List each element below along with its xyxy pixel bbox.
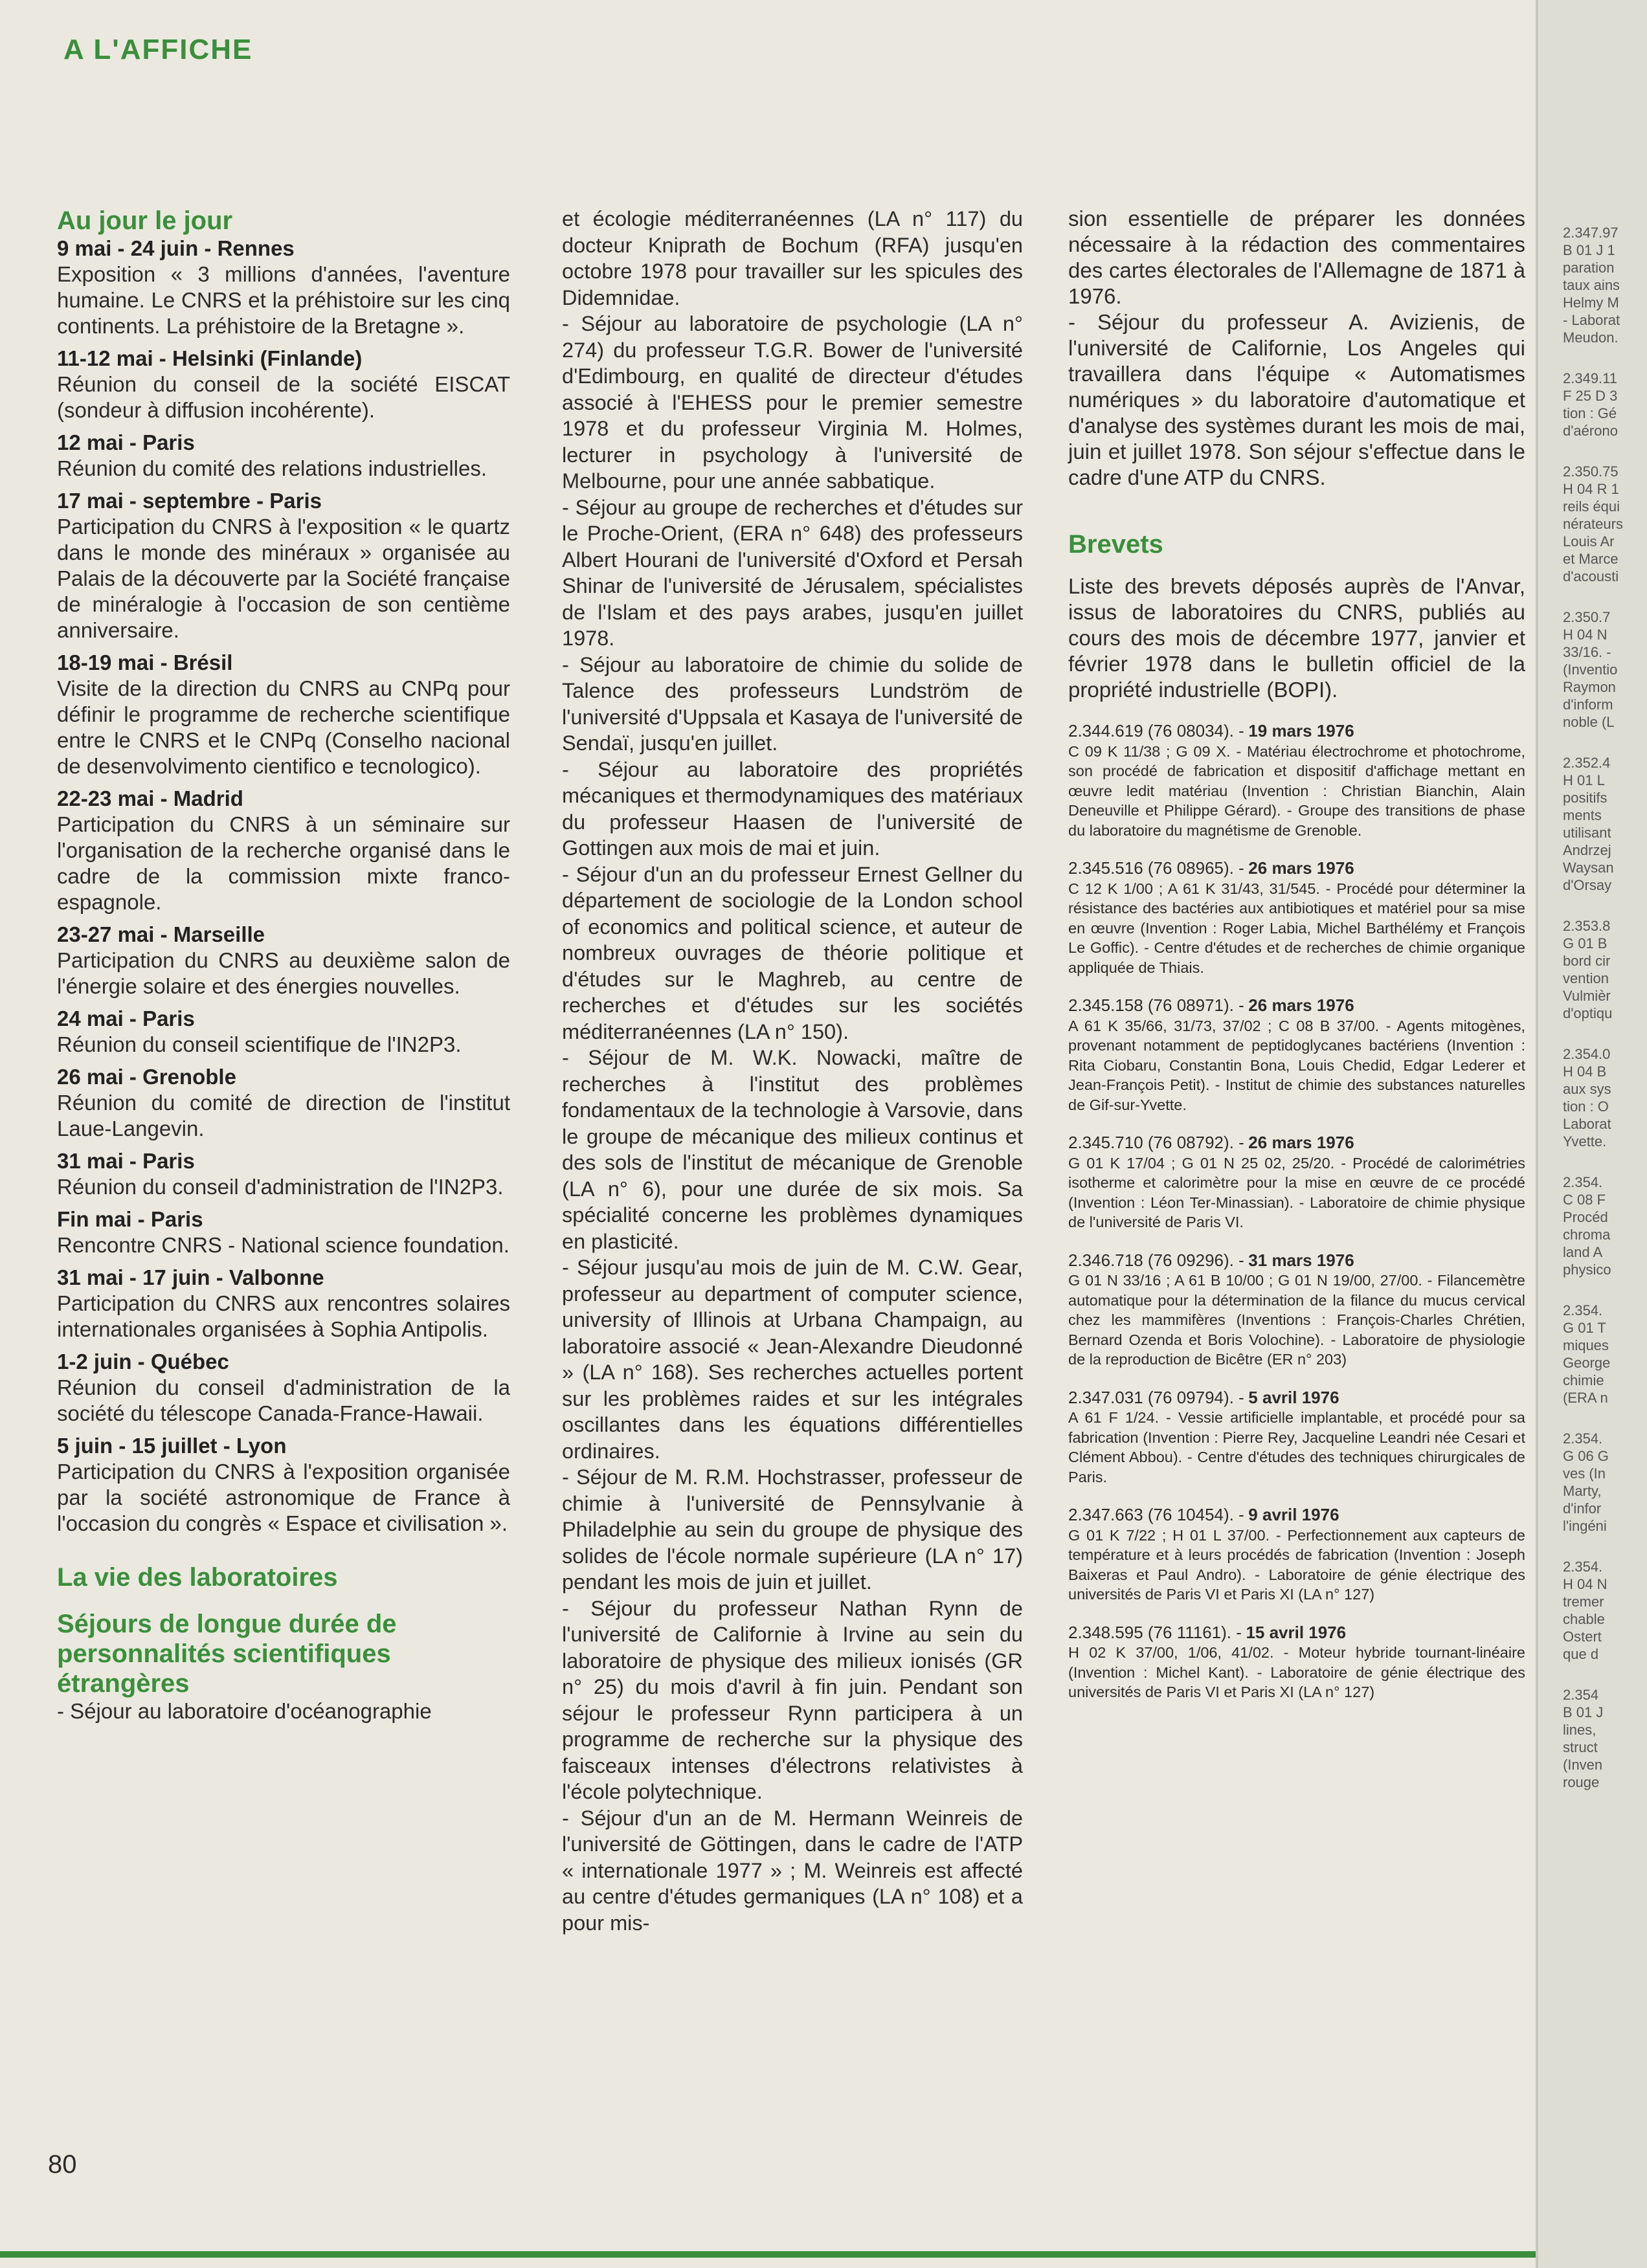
next-page-text-fragment: [1563, 731, 1646, 754]
next-page-text-fragment: tion : Gé: [1563, 405, 1617, 421]
next-page-text-fragment: [1563, 1150, 1646, 1173]
next-page-text-fragment: positifs: [1563, 790, 1608, 806]
next-page-text-fragment: B 01 J: [1563, 1704, 1604, 1720]
brevets-intro: Liste des brevets déposés auprès de l'Anvar, issus de laboratoires du CNRS, publiés au cours des mois de décembre 1977, janvier et février 1978 dans le bulletin officiel de la propriété industrielle (BOPI).: [1068, 574, 1525, 702]
next-page-text-fragment: tremer: [1563, 1594, 1604, 1610]
next-page-text-fragment: que d: [1563, 1646, 1599, 1662]
patent-number: 2.345.516 (76 08965). -: [1068, 858, 1244, 878]
next-page-text-fragment: [1563, 1406, 1646, 1430]
event-text: Réunion du conseil d'administration de la société du télescope Canada-France-Hawaii.: [57, 1375, 510, 1425]
patent-text: G 01 N 33/16 ; A 61 B 10/00 ; G 01 N 19/00, 27/00. - Filancemètre automatique pour la détermination de la filance du mucus cervical chez les mammifères (Inventions : François-Charles Chrétien, Bernard Ozenda et Boris Volochine). - Laboratoire de physiologie de la reproduction de Bicêtre (ER n° 203): [1068, 1272, 1525, 1368]
event-heading: 17 mai - septembre - Paris: [57, 489, 322, 513]
event-text: Participation du CNRS aux rencontres solaires internationales organisées à Sophia Antipolis.: [57, 1291, 510, 1341]
event-heading: 5 juin - 15 juillet - Lyon: [57, 1434, 287, 1458]
sejour-paragraph: - Séjour de M. W.K. Nowacki, maître de recherches à l'institut des problèmes fondamentaux de la technologie à Varsovie, dans le groupe de mécanique des milieux continus et des sols de l'institut de mécanique de Grenoble (LA n° 6), pour une durée de six mois. Sa spécialité concerne les problèmes dynamiques en plasticité.: [562, 1046, 1023, 1253]
next-page-text-fragment: H 04 R 1: [1563, 481, 1619, 497]
next-page-text-fragment: B 01 J 1: [1563, 242, 1615, 258]
event-item: [57, 786, 510, 915]
next-page-text-fragment: miques: [1563, 1337, 1609, 1353]
next-page-text-fragment: d'Orsay: [1563, 877, 1612, 893]
page-number: 80: [48, 2150, 77, 2179]
sejour-paragraph: - Séjour jusqu'au mois de juin de M. C.W. Gear, professeur au department of computer science, university of Illinois at Urbana Champaign, au laboratoire associé « Jean-Alexandre Dieudonné » (LA n° 168). Ses recherches actuelles portent sur les problèmes raides et sur les intégrales oscillantes dans les équations différentielles ordinaires.: [562, 1256, 1023, 1463]
sejour-paragraph: - Séjour au laboratoire des propriétés mécaniques et thermodynamiques des matériaux du professeur Haasen de l'université de Gottingen aux mois de mai et juin.: [562, 757, 1023, 860]
event-item: [57, 488, 510, 643]
patent-entry: [1068, 1133, 1525, 1232]
patent-entry: [1068, 721, 1525, 840]
next-page-text-fragment: struct: [1563, 1739, 1598, 1755]
patent-text: A 61 K 35/66, 31/73, 37/02 ; C 08 B 37/00. - Agents mitogènes, provenant notamment de peptidoglycanes bactériens (Invention : Rita Ciobaru, Constantin Bona, Louis Chedid, Edgar Lederer et Jean-François Petit). - Institut de chimie des substances naturelles de Gif-sur-Yvette.: [1068, 1017, 1525, 1113]
next-page-text-fragment: H 04 B: [1563, 1063, 1607, 1080]
patent-date: 26 mars 1976: [1248, 858, 1354, 878]
next-page-text-fragment: Yvette.: [1563, 1133, 1607, 1150]
next-page-text-fragment: lines,: [1563, 1722, 1597, 1738]
patent-date: 9 avril 1976: [1248, 1505, 1339, 1524]
next-page-text-fragment: C 08 F: [1563, 1192, 1606, 1208]
event-heading: 1-2 juin - Québec: [57, 1350, 229, 1373]
next-page-text-fragment: tion : O: [1563, 1098, 1609, 1115]
event-text: Réunion du comité de direction de l'institut Laue-Langevin.: [57, 1091, 510, 1140]
next-page-text-fragment: aux sys: [1563, 1081, 1611, 1097]
subsection-title-sejours: Séjours de longue durée de personnalités scientifiques étrangères: [57, 1610, 397, 1698]
sejour-paragraph: - Séjour du professeur Nathan Rynn de l'université de Californie à Irvine au sein du laboratoire de physique des milieux ionisés (GR n° 25) du mois d'avril à fin juin. Pendant son séjour le professeur Rynn participera à un programme de recherche sur la physique des faisceaux intenses d'électrons relativistes à l'école polytechnique.: [562, 1596, 1023, 1803]
section-title-brevets: Brevets: [1068, 530, 1163, 559]
next-page-text-fragment: Vulmièr: [1563, 988, 1611, 1004]
event-heading: 12 mai - Paris: [57, 430, 195, 454]
event-item: [57, 430, 510, 482]
event-heading: 24 mai - Paris: [57, 1006, 195, 1030]
next-page-text-fragment: 2.354.: [1563, 1174, 1603, 1190]
sejour-paragraph: - Séjour du professeur A. Avizienis, de l'université de Californie, Los Angeles qui travaillera dans l'équipe « Automatismes numériques » du laboratoire d'automatique et d'analyse des systèmes durant les mois de mai, juin et juillet 1978. Son séjour s'effectue dans le cadre d'une ATP du CNRS.: [1068, 310, 1525, 489]
event-text: Rencontre CNRS - National science foundation.: [57, 1233, 510, 1257]
next-page-text-fragment: Laborat: [1563, 1116, 1611, 1132]
next-page-text-fragment: chimie: [1563, 1372, 1604, 1388]
patent-number: 2.348.595 (76 11161). -: [1068, 1622, 1242, 1642]
patent-number: 2.345.158 (76 08971). -: [1068, 995, 1244, 1015]
next-page-text-fragment: (ERA n: [1563, 1390, 1608, 1406]
next-page-text-fragment: 2.353.8: [1563, 918, 1611, 934]
next-page-text-fragment: vention: [1563, 970, 1609, 986]
next-page-text-fragment: Procéd: [1563, 1209, 1608, 1225]
next-page-text-fragment: ments: [1563, 807, 1602, 823]
event-heading: 9 mai - 24 juin - Rennes: [57, 236, 295, 260]
patent-entry: [1068, 1388, 1525, 1487]
event-item: [57, 650, 510, 779]
event-text: Participation du CNRS à l'exposition organisée par la société astronomique de France à l'occasion du congrès « Espace et civilisation ».: [57, 1460, 510, 1535]
patent-date: 19 mars 1976: [1248, 721, 1354, 740]
next-page-text-fragment: d'optiqu: [1563, 1005, 1613, 1021]
event-item: [57, 1006, 510, 1058]
patent-number: 2.346.718 (76 09296). -: [1068, 1250, 1244, 1270]
sejour-paragraph: - Séjour d'un an de M. Hermann Weinreis de l'université de Göttingen, dans le cadre de l'ATP « internationale 1977 » ; M. Weinreis est affecté au centre d'études germaniques (LA n° 108) et a pour mis-: [562, 1806, 1023, 1935]
event-text: Participation du CNRS à un séminaire sur l'organisation de la recherche organisé dans le cadre de la commission mixte franco-espagnole.: [57, 812, 510, 914]
patent-number: 2.347.031 (76 09794). -: [1068, 1387, 1244, 1407]
patent-text: C 12 K 1/00 ; A 61 K 31/43, 31/545. - Procédé pour déterminer la résistance des bactéries aux antibiotiques et matériel pour sa mise en œuvre (Invention : Roger Labia, Michel Barthélémy et François Le Goffic). - Centre d'études et de recherches de chimie organique appliquée de Thiais.: [1068, 880, 1525, 976]
next-page-text-fragment: Andrzej: [1563, 842, 1611, 858]
sejour-paragraph: - Séjour au laboratoire de chimie du solide de Talence des professeurs Lundström de l'université d'Uppsala et Kasaya de l'université de Sendaï, jusqu'en juillet.: [562, 652, 1023, 755]
sejour-paragraph: - Séjour au laboratoire de psychologie (LA n° 274) du professeur T.G.R. Bower de l'université d'Edimbourg, en qualité de directeur d'études associé à l'EHESS pour le premier semestre 1978 et du professeur Virginia M. Holmes, lecturer in psychology à l'université de Melbourne, pour une année sabbatique.: [562, 312, 1023, 493]
next-page-text-fragment: G 01 T: [1563, 1320, 1606, 1336]
patent-entry: [1068, 995, 1525, 1115]
patent-text: H 02 K 37/00, 1/06, 41/02. - Moteur hybride tournant-linéaire (Invention : Michel Kant). - Laboratoire de génie électrique des universités de Paris VI et Paris XI (LA n° 127): [1068, 1644, 1525, 1700]
event-text: Réunion du conseil d'administration de l'IN2P3.: [57, 1175, 504, 1199]
patent-number: 2.344.619 (76 08034). -: [1068, 721, 1244, 740]
patent-number: 2.345.710 (76 08792). -: [1068, 1133, 1244, 1152]
next-page-text-fragment: land A: [1563, 1244, 1603, 1260]
next-page-text-fragment: ves (In: [1563, 1465, 1606, 1482]
patents-list: [1068, 721, 1525, 1702]
next-page-text-fragment: Waysan: [1563, 860, 1614, 876]
next-page-text-fragment: 2.350.7: [1563, 609, 1611, 625]
next-page-text-fragment: rouge: [1563, 1774, 1600, 1790]
event-item: [57, 1064, 510, 1142]
next-page-text-fragment: Meudon.: [1563, 329, 1619, 346]
next-page-text-fragment: taux ains: [1563, 277, 1620, 293]
next-page-text-fragment: chable: [1563, 1611, 1605, 1627]
event-item: [57, 1265, 510, 1342]
event-heading: 31 mai - 17 juin - Valbonne: [57, 1265, 324, 1289]
sejours-continued: [1068, 206, 1525, 491]
section-title-vie-laboratoires: La vie des laboratoires: [57, 1563, 338, 1592]
next-page-text-fragment: [1563, 1278, 1646, 1302]
event-text: Réunion du conseil de la société EISCAT (sondeur à diffusion incohérente).: [57, 372, 510, 422]
next-page-text-fragment: d'inform: [1563, 696, 1613, 713]
page-header: A L'AFFICHE: [63, 34, 253, 65]
next-page-text-fragment: 2.347.97: [1563, 225, 1619, 241]
next-page-text-fragment: [1563, 1022, 1646, 1045]
next-page-text-fragment: l'ingéni: [1563, 1518, 1607, 1534]
next-page-text-fragment: [1563, 346, 1646, 370]
next-page-text-fragment: d'infor: [1563, 1500, 1602, 1517]
next-page-text-fragment: Louis Ar: [1563, 533, 1615, 550]
next-page-text-fragment: [1563, 894, 1646, 917]
next-page-text-fragment: Raymon: [1563, 679, 1616, 695]
next-page-text-fragment: bord cir: [1563, 953, 1611, 969]
event-text: Exposition « 3 millions d'années, l'aventure humaine. Le CNRS et la préhistoire sur les cinq continents. La préhistoire de la Bretagne ».: [57, 262, 510, 338]
event-item: [57, 1433, 510, 1537]
next-page-text-fragment: [1563, 1535, 1646, 1558]
next-page-text-fragment: [1563, 585, 1646, 608]
patent-text: G 01 K 7/22 ; H 01 L 37/00. - Perfectionnement aux capteurs de température et à leurs procédés de fabrication (Invention : Joseph Baixeras et Paul Andro). - Laboratoire de génie électrique des universités de Paris VI et Paris XI (LA n° 127): [1068, 1526, 1525, 1603]
next-page-text-fragment: chroma: [1563, 1227, 1611, 1243]
next-page-text-fragment: noble (L: [1563, 714, 1615, 730]
next-page-text-fragment: [1563, 439, 1646, 463]
next-page-text-fragment: (Inventio: [1563, 662, 1618, 678]
event-item: [57, 922, 510, 999]
event-item: [57, 346, 510, 423]
next-page-text-fragment: utilisant: [1563, 825, 1611, 841]
sejour-paragraph: - Séjour au groupe de recherches et d'études sur le Proche-Orient, (ERA n° 648) des professeurs Albert Hourani de l'université d'Oxford et Persah Shinar de l'université de Jérusalem, spécialistes de l'Islam et des pays arabes, jusqu'en juillet 1978.: [562, 495, 1023, 650]
patent-entry: [1068, 1505, 1525, 1605]
next-page-text-fragment: d'aérono: [1563, 423, 1618, 439]
event-heading: 11-12 mai - Helsinki (Finlande): [57, 346, 363, 370]
patent-date: 31 mars 1976: [1248, 1250, 1354, 1270]
next-page-text-fragment: 2.352.4: [1563, 755, 1611, 771]
next-page-text-fragment: 2.349.11: [1563, 370, 1618, 386]
next-page-text-fragment: 2.350.75: [1563, 463, 1619, 480]
events-list: [57, 236, 510, 1537]
patent-date: 15 avril 1976: [1246, 1622, 1347, 1642]
next-page-text-fragment: Helmy M: [1563, 295, 1619, 311]
section-title-au-jour-le-jour: Au jour le jour: [57, 206, 233, 235]
next-page-text-fragment: H 04 N: [1563, 1576, 1608, 1592]
next-page-text-fragment: Marty,: [1563, 1483, 1602, 1499]
patent-entry: [1068, 1623, 1525, 1702]
sejour-paragraph: - Séjour d'un an du professeur Ernest Gellner du département de sociologie de la London school of economics and political science, et auteur de nombreux ouvrages de théorie politique et d'études sur le Maghreb, au centre de recherches et d'études sur les sociétés méditerranéennes (LA n° 150).: [562, 862, 1023, 1043]
event-text: Réunion du comité des relations industrielles.: [57, 456, 487, 480]
next-page-text-fragment: 2.354: [1563, 1687, 1599, 1703]
event-item: [57, 1349, 510, 1427]
next-page-fragments: [1563, 224, 1646, 1791]
event-text: Participation du CNRS à l'exposition « le quartz dans le monde des minéraux » organisée au Palais de la découverte par la Société française de minéralogie à l'occasion de son centième anniversaire.: [57, 515, 510, 642]
patent-date: 5 avril 1976: [1248, 1387, 1339, 1407]
next-page-text-fragment: H 01 L: [1563, 772, 1605, 788]
next-page-text-fragment: 2.354.0: [1563, 1046, 1611, 1062]
next-page-text-fragment: 2.354.: [1563, 1559, 1603, 1575]
event-heading: 22-23 mai - Madrid: [57, 786, 243, 810]
patent-number: 2.347.663 (76 10454). -: [1068, 1505, 1244, 1524]
next-page-text-fragment: nérateurs: [1563, 516, 1623, 532]
next-page-text-fragment: - Laborat: [1563, 312, 1620, 328]
event-heading: 23-27 mai - Marseille: [57, 922, 265, 946]
event-heading: Fin mai - Paris: [57, 1207, 203, 1231]
event-item: [57, 1206, 510, 1258]
sejours-list: [562, 206, 1023, 1936]
sejour-paragraph: - Séjour de M. R.M. Hochstrasser, professeur de chimie à l'université de Pennsylvanie à Philadelphie au sein du groupe de physique des solides de l'école normale supérieure (LA n° 17) pendant les mois de juin et juillet.: [562, 1465, 1023, 1594]
next-page-text-fragment: 2.354.: [1563, 1302, 1603, 1318]
event-heading: 18-19 mai - Brésil: [57, 650, 233, 674]
patent-entry: [1068, 1251, 1525, 1370]
event-heading: 26 mai - Grenoble: [57, 1065, 236, 1089]
column-1: [57, 206, 510, 1724]
next-page-text-fragment: d'acousti: [1563, 568, 1619, 584]
next-page-text-fragment: Ostert: [1563, 1629, 1602, 1645]
event-item: [57, 236, 510, 339]
next-page-text-fragment: [1563, 1663, 1646, 1686]
next-page-text-fragment: F 25 D 3: [1563, 388, 1618, 404]
next-page-text-fragment: physico: [1563, 1262, 1611, 1278]
event-heading: 31 mai - Paris: [57, 1149, 195, 1173]
next-page-text-fragment: et Marce: [1563, 551, 1619, 567]
next-page-text-fragment: (Inven: [1563, 1757, 1603, 1773]
sejours-intro: - Séjour au laboratoire d'océanographie: [57, 1699, 432, 1723]
next-page-text-fragment: George: [1563, 1355, 1611, 1371]
next-page-text-fragment: 2.354.: [1563, 1430, 1603, 1447]
patent-text: C 09 K 11/38 ; G 09 X. - Matériau électrochrome et photochrome, son procédé de fabrication et dispositif d'affichage mettant en œuvre ledit matériau (Invention : Christian Bianchin, Alain Deneuville et Philippe Gérard). - Groupe des transitions de phase du laboratoire du magnétisme de Grenoble.: [1068, 742, 1525, 839]
patent-entry: [1068, 858, 1525, 977]
next-page-text-fragment: 33/16. -: [1563, 644, 1611, 660]
column-2: [562, 206, 1023, 1936]
patent-date: 26 mars 1976: [1248, 995, 1354, 1015]
next-page-text-fragment: G 01 B: [1563, 935, 1608, 951]
next-page-text-fragment: G 06 G: [1563, 1448, 1609, 1464]
next-page-text-fragment: reils équi: [1563, 498, 1620, 515]
patent-text: G 01 K 17/04 ; G 01 N 25 02, 25/20. - Procédé de calorimétries isotherme et calorimètre pour la mise en œuvre de ce procédé (Invention : Léon Ter-Minassian). - Laboratoire de chimie physique de l'université de Paris VI.: [1068, 1154, 1525, 1230]
event-text: Participation du CNRS au deuxième salon de l'énergie solaire et des énergies nouvelles.: [57, 948, 510, 998]
event-item: [57, 1148, 510, 1200]
sejour-paragraph: et écologie méditerranéennes (LA n° 117) du docteur Kniprath de Bochum (RFA) jusqu'en octobre 1978 pour travailler sur les spicules des Didemnidae.: [562, 207, 1023, 309]
patent-date: 26 mars 1976: [1248, 1133, 1354, 1152]
sejour-paragraph: sion essentielle de préparer les données nécessaire à la rédaction des commentaires des cartes électorales de l'Allemagne de 1871 à 1976.: [1068, 206, 1525, 308]
event-text: Réunion du conseil scientifique de l'IN2P3.: [57, 1032, 462, 1056]
next-page-text-fragment: paration: [1563, 260, 1615, 276]
next-page-text-fragment: H 04 N: [1563, 627, 1608, 643]
patent-text: A 61 F 1/24. - Vessie artificielle implantable, et procédé pour sa fabrication (Invention : Pierre Rey, Jacqueline Leandri née Cesari et Clément Abbou). - Centre d'études des techniques chirurgicales de Paris.: [1068, 1409, 1525, 1485]
event-text: Visite de la direction du CNRS au CNPq pour définir le programme de recherche scientifique entre le CNRS et le CNPq (Conselho nacional de desenvolvimento cientifico e tecnologico).: [57, 676, 510, 778]
bottom-rule: [0, 2251, 1547, 2258]
column-3: [1068, 206, 1525, 1702]
